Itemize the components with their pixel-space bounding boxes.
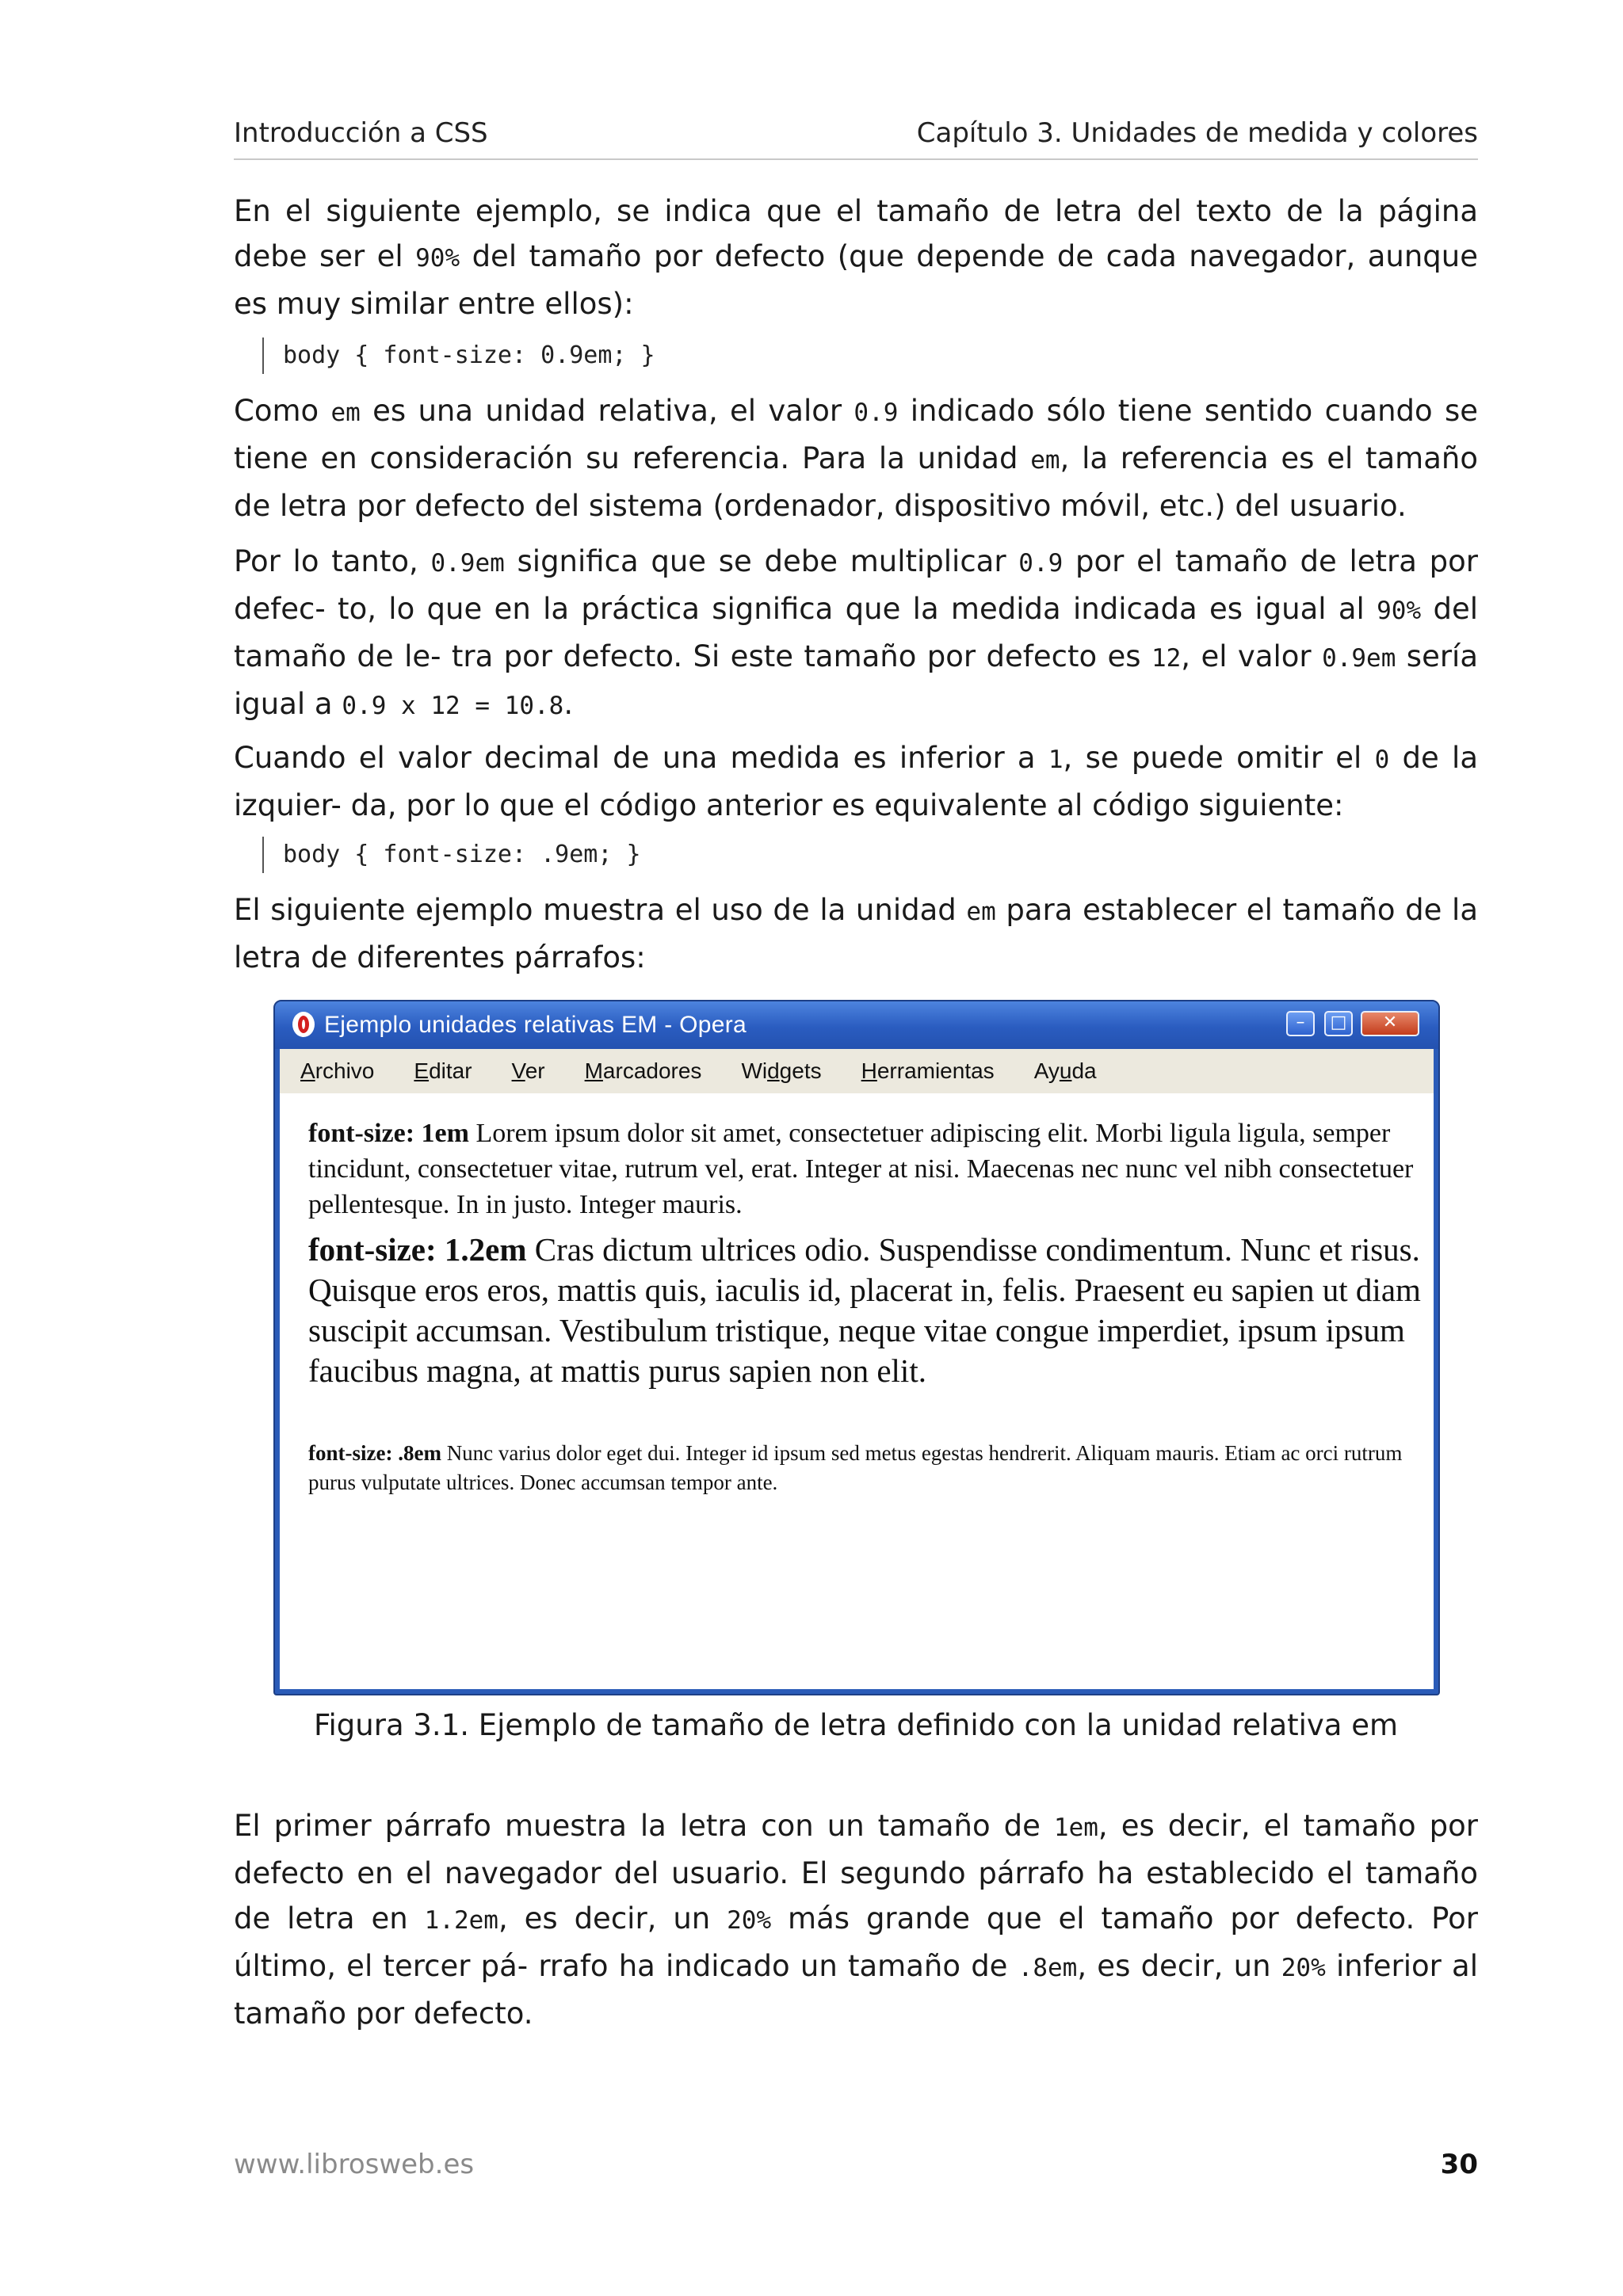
inline-code: em (966, 898, 996, 926)
text: , se puede omitir el (1063, 741, 1375, 775)
text: indicado sólo tiene sentido cuando se tiene en consideración su referencia. Para la unidad (234, 394, 1478, 475)
demo-text: Cras dictum ultrices odio. Suspendisse condimentum. Nunc et risus. Quisque eros eros, mattis quis, iaculis id, placerat in, felis. Praesent eu sapien ut diam suscipit accumsan. Vestibulum tristique, neque vitae congue imperdiet, ipsum ipsum faucibus magna, at mattis purus sapien non elit. (308, 1231, 1421, 1389)
code-block-1: body { font-size: 0.9em; } (262, 338, 655, 374)
figure-caption: Figura 3.1. Ejemplo de tamaño de letra definido con la unidad relativa em (313, 1708, 1399, 1742)
close-button[interactable]: ✕ (1361, 1011, 1419, 1036)
inline-code: 90% (415, 244, 460, 273)
text: , es decir, un (1077, 1949, 1281, 1983)
text: significa que se debe multiplicar (504, 544, 1019, 578)
maximize-button[interactable]: □ (1324, 1011, 1353, 1036)
menu-accelerator: H (861, 1058, 877, 1083)
inline-code: 0.9 (1018, 549, 1064, 578)
running-header (234, 117, 1478, 160)
inline-code: em (330, 399, 361, 427)
menu-marcadores[interactable] (585, 1058, 702, 1084)
demo-label: font-size: .8em (308, 1441, 441, 1465)
inline-code: .8em (1018, 1954, 1078, 1982)
menu-accelerator: A (300, 1058, 315, 1083)
menu-accelerator: M (584, 1058, 603, 1083)
menu-accelerator: V (511, 1058, 525, 1083)
browser-viewport (280, 1093, 1434, 1689)
paragraph-intro (234, 189, 1478, 326)
minimize-button[interactable]: – (1286, 1011, 1315, 1036)
text: sería igual a (234, 639, 1479, 721)
menu-label: arcadores (602, 1058, 702, 1083)
paragraph-example-intro (234, 887, 1478, 980)
browser-window-figure (273, 1000, 1440, 1695)
text: El primer párrafo muestra la letra con un tamaño de (234, 1809, 1054, 1843)
inline-code: 0.9em (1322, 644, 1396, 673)
text: . (563, 687, 574, 721)
menu-archivo[interactable] (300, 1058, 374, 1084)
paragraph-multiplication (234, 539, 1478, 729)
menu-label: Wi (741, 1058, 768, 1083)
inline-code: 0.9em (430, 549, 505, 578)
menu-label: er (525, 1058, 545, 1083)
menu-label: Ay (1033, 1058, 1060, 1083)
inline-code: 1em (1053, 1814, 1098, 1842)
text: Cuando el valor decimal de una medida es inferior a (234, 741, 1048, 775)
header-chapter-title: Capítulo 3. Unidades de medida y colores (916, 117, 1478, 149)
opera-logo-icon (292, 1012, 315, 1037)
text: Como (234, 394, 331, 428)
inline-code: 90% (1377, 597, 1422, 625)
menu-ver[interactable] (512, 1058, 545, 1084)
text: , la referencia es el tamaño de letra por defecto del sistema (ordenador, dispositivo móvil, etc.) del usuario. (234, 441, 1478, 523)
text: El siguiente ejemplo muestra el uso de la unidad (234, 893, 967, 927)
text: , es decir, un (498, 1901, 727, 1936)
text: , es decir, el tamaño por defecto en el navegador del usuario. El segundo párrafo ha establecido el tamaño de letra en (234, 1809, 1478, 1936)
browser-window-title: Ejemplo unidades relativas EM - Opera (324, 1012, 747, 1038)
inline-code: 20% (1281, 1954, 1326, 1982)
menu-accelerator: d (767, 1058, 780, 1083)
menu-label: gets (779, 1058, 822, 1083)
text: del tamaño por defecto (que depende de cada navegador, aunque es muy similar entre ellos): (234, 239, 1478, 321)
menu-editar[interactable] (414, 1058, 472, 1084)
browser-menubar (280, 1049, 1434, 1093)
text: de la izquier- da, por lo que el código anterior es equivalente al código siguiente: (234, 741, 1479, 822)
browser-titlebar (275, 1001, 1438, 1049)
demo-text: Lorem ipsum dolor sit amet, consectetuer adipiscing elit. Morbi ligula ligula, semper tincidunt, consectetuer vitae, rutrum vel, erat. Integer at nisi. Maecenas nec nunc vel nibh consectetuer pellentesque. In in justo. Integer mauris. (308, 1119, 1414, 1219)
menu-label: ditar (429, 1058, 472, 1083)
menu-ayuda[interactable] (1034, 1058, 1097, 1084)
text: del tamaño de le- tra por defecto. Si este tamaño por defecto es (234, 592, 1478, 673)
inline-code: 0.9 (854, 399, 899, 427)
inline-code: 12 (1151, 644, 1182, 673)
menu-herramientas[interactable] (861, 1058, 995, 1084)
menu-accelerator: u (1059, 1058, 1072, 1083)
text: por el tamaño de letra por defec- to, lo que en la práctica significa que la medida indicada es igual al (234, 544, 1478, 626)
page-number: 30 (1440, 2149, 1478, 2180)
menu-label: erramientas (876, 1058, 995, 1083)
text: En el siguiente ejemplo, se indica que el tamaño de letra del texto de la página debe ser el (234, 194, 1478, 273)
inline-code: 1 (1048, 746, 1064, 774)
inline-code: 0.9 x 12 = 10.8 (342, 692, 564, 720)
paragraph-em-relative (234, 388, 1478, 528)
demo-label: font-size: 1em (308, 1119, 469, 1148)
paragraph-explanation (234, 1803, 1478, 2036)
text: es una unidad relativa, el valor (360, 394, 854, 428)
text: inferior al tamaño por defecto. (234, 1949, 1478, 2031)
demo-text: Nunc varius dolor eget dui. Integer id ipsum sed metus egestas hendrerit. Aliquam mauris. Etiam ac orci rutrum purus vulputate ultrices. Donec accumsan tempor ante. (308, 1441, 1403, 1494)
demo-label: font-size: 1.2em (308, 1231, 527, 1268)
footer-website-link[interactable]: www.librosweb.es (234, 2149, 475, 2180)
inline-code: 0 (1374, 746, 1390, 774)
demo-paragraph-0-8em (308, 1439, 1426, 1497)
code-block-2: body { font-size: .9em; } (262, 837, 641, 873)
text: para establecer el tamaño de la letra de diferentes párrafos: (234, 893, 1478, 974)
menu-widgets[interactable] (741, 1058, 821, 1084)
header-book-title: Introducción a CSS (234, 117, 488, 149)
menu-label: rchivo (315, 1058, 375, 1083)
menu-accelerator: E (414, 1058, 430, 1083)
text: más grande que el tamaño por defecto. Por último, el tercer pá- rrafo ha indicado un tamaño de (234, 1901, 1479, 1983)
menu-label: da (1071, 1058, 1097, 1083)
inline-code: 20% (727, 1906, 772, 1935)
text: , el valor (1181, 639, 1323, 673)
paragraph-omit-zero (234, 735, 1478, 828)
inline-code: 1.2em (424, 1906, 498, 1935)
demo-paragraph-1em (308, 1116, 1426, 1222)
inline-code: em (1030, 446, 1060, 475)
demo-paragraph-1-2em (308, 1230, 1426, 1391)
text: Por lo tanto, (234, 544, 431, 578)
